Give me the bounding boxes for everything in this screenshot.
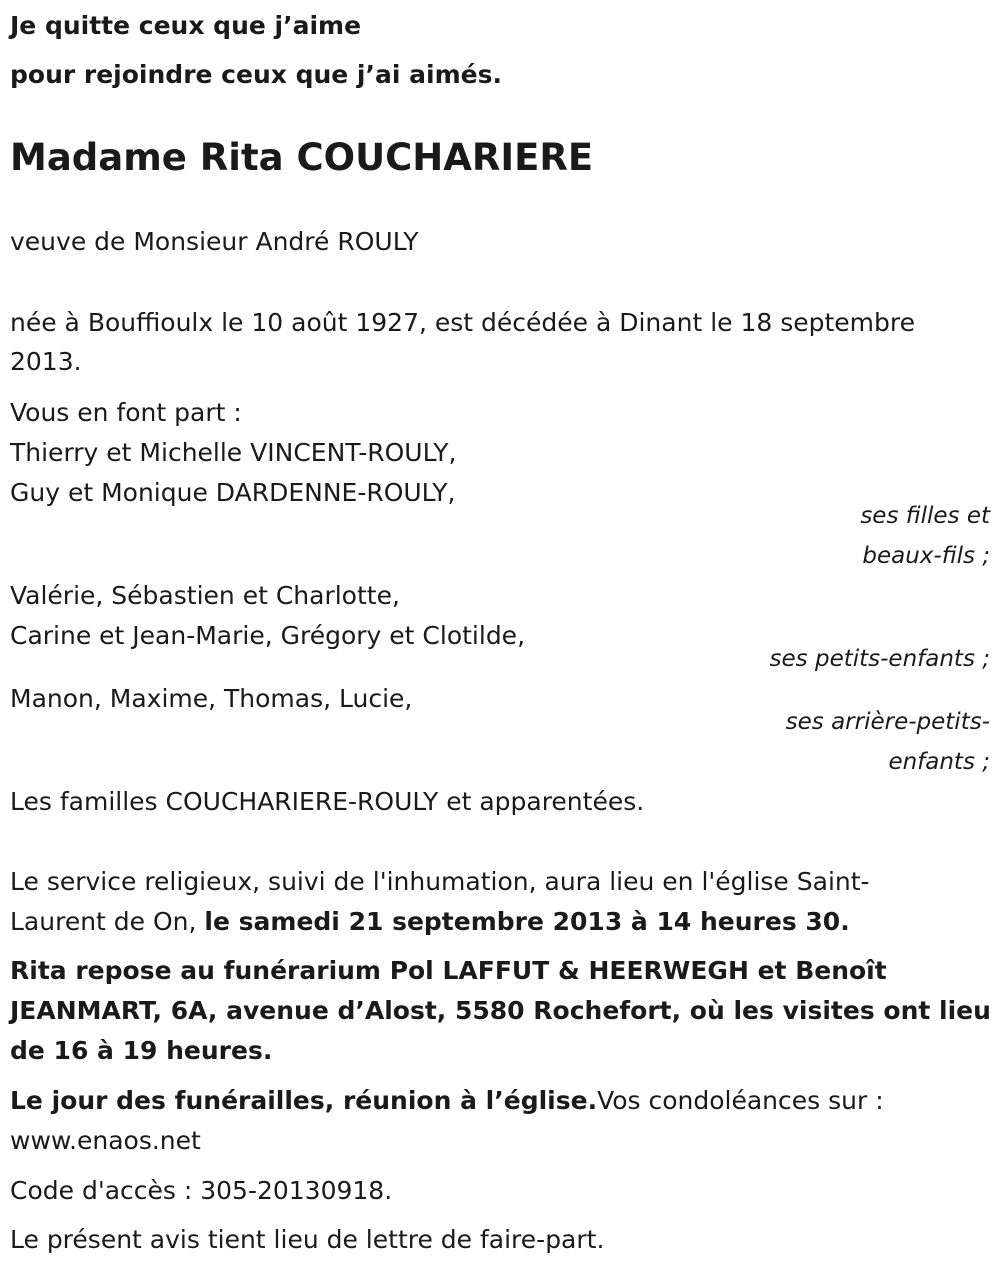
daughters-relation-line-2: beaux-fils ; [862,543,990,569]
condolences-line [10,1081,884,1121]
birth-death-line-1: née à Bouffioulx le 10 août 1927, est décédée à Dinant le 18 septembre [10,308,916,337]
daughter-couple-1: Thierry et Michelle VINCENT-ROULY, [10,438,457,467]
funerarium-line-1: Rita repose au funérarium Pol LAFFUT & HEERWEGH et Benoît [10,956,887,985]
condolences-website: www.enaos.net [10,1126,201,1155]
access-code: Code d'accès : 305-20130918. [10,1176,393,1205]
deceased-name: Madame Rita COUCHARIERE [10,136,594,179]
funeral-day-meeting: Le jour des funérailles, réunion à l’église. [10,1086,598,1115]
epigraph-line-1: Je quitte ceux que j’aime [10,11,362,40]
widow-of: veuve de Monsieur André ROULY [10,227,419,256]
daughter-couple-2: Guy et Monique DARDENNE-ROULY, [10,478,456,507]
families: Les familles COUCHARIERE-ROULY et apparentées. [10,787,645,816]
service-line-2 [10,902,850,942]
service-location: Laurent de On, [10,907,205,936]
birth-death-line-2: 2013. [10,347,82,376]
daughters-relation-line-1: ses filles et [860,503,990,529]
grandchildren-line-2: Carine et Jean-Marie, Grégory et Clotilde, [10,621,526,650]
grandchildren-relation: ses petits-enfants ; [769,646,990,672]
funerarium-line-3: de 16 à 19 heures. [10,1036,273,1065]
service-line-1: Le service religieux, suivi de l'inhumation, aura lieu en l'église Saint- [10,867,870,896]
footer-notice: Le présent avis tient lieu de lettre de faire-part. [10,1225,605,1254]
great-grandchildren-relation-line-1: ses arrière-petits- [785,709,990,735]
service-datetime: le samedi 21 septembre 2013 à 14 heures 30. [204,907,850,936]
condolences-text: Vos condoléances sur : [597,1086,884,1115]
announcement-intro: Vous en font part : [10,398,242,427]
great-grandchildren-relation-line-2: enfants ; [888,749,990,775]
great-grandchildren: Manon, Maxime, Thomas, Lucie, [10,684,413,713]
funerarium-line-2: JEANMART, 6A, avenue d’Alost, 5580 Rochefort, où les visites ont lieu [10,996,991,1025]
grandchildren-line-1: Valérie, Sébastien et Charlotte, [10,581,400,610]
epigraph-line-2: pour rejoindre ceux que j’ai aimés. [10,60,502,89]
